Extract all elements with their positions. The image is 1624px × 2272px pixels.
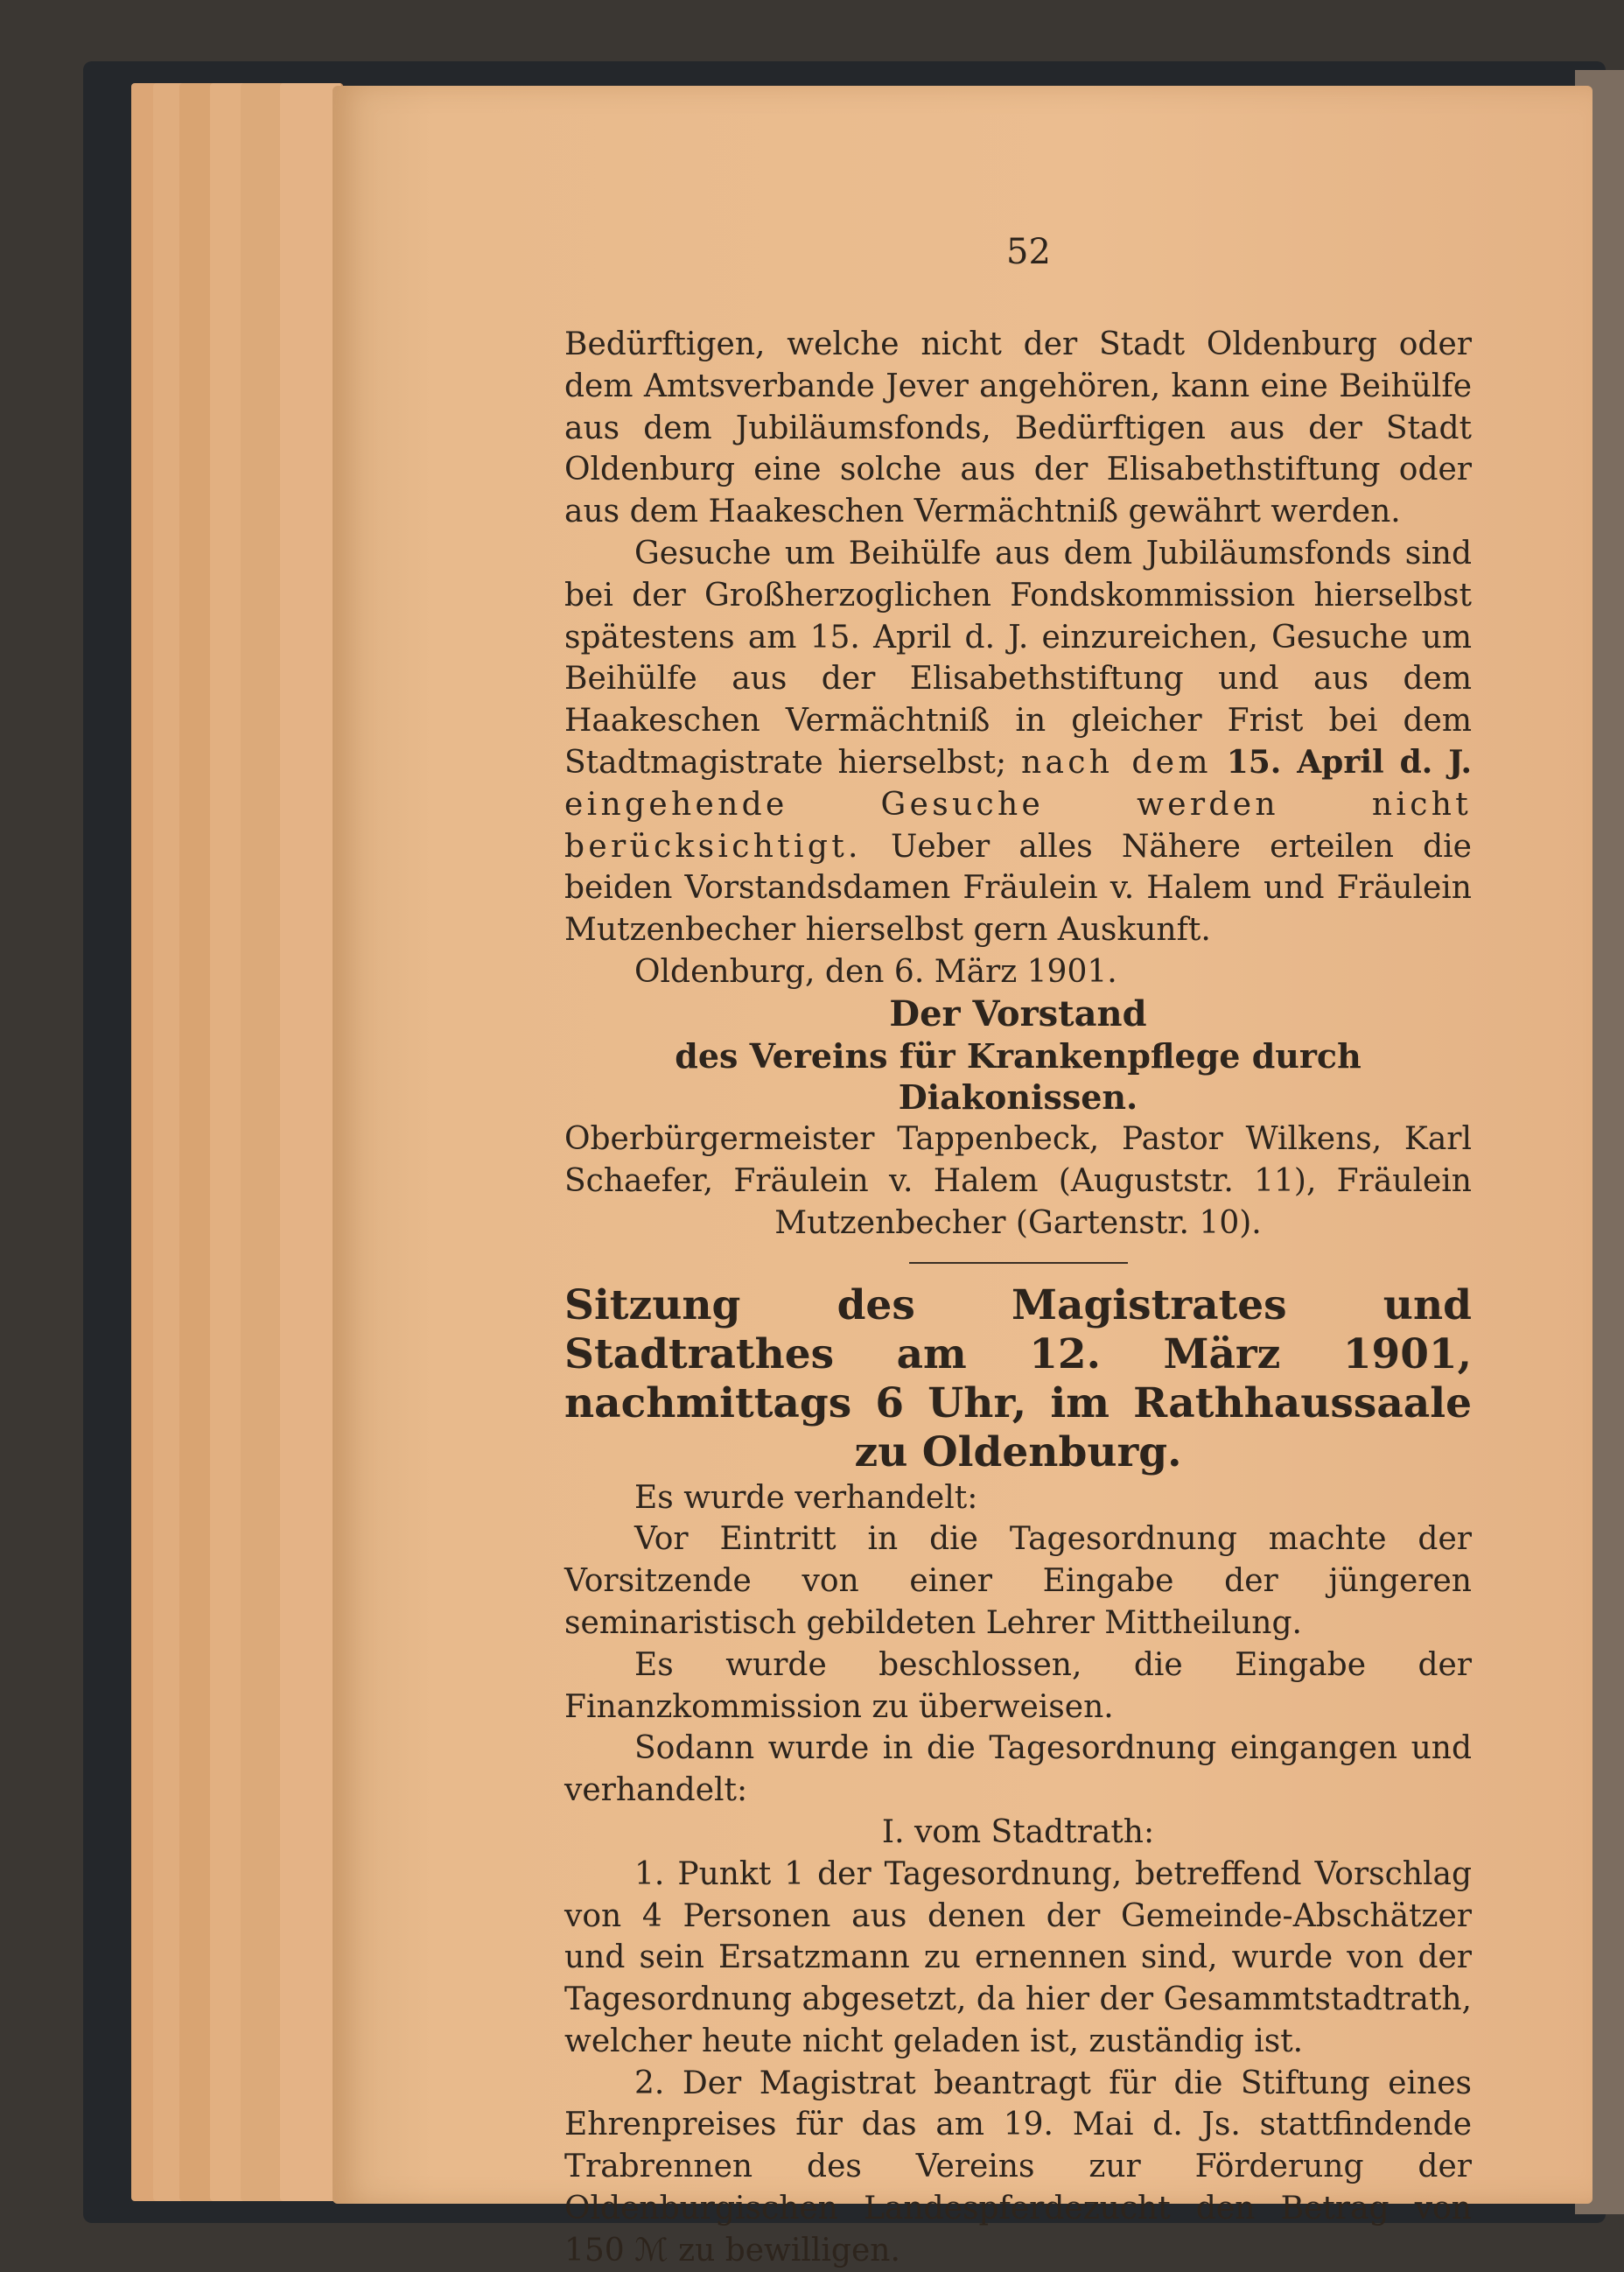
section-divider bbox=[909, 1262, 1128, 1264]
section-stadtrath: I. vom Stadtrath: bbox=[881, 1813, 1155, 1850]
contact-note: Ueber alles Nähere erteilen die beiden Vorstandsdamen Fräulein v. Halem und Fräulein Mutzenbecher hierselbst gern Auskunft. bbox=[564, 828, 1472, 949]
deadline-phrase: nach dem bbox=[1020, 744, 1212, 781]
session-heading: Sitzung des Magistrates und Stadtrathes am 12. März 1901, nachmittags 6 Uhr, im Rathhaussaale zu Oldenburg. bbox=[564, 1280, 1472, 1476]
page-text bbox=[564, 324, 1472, 2272]
page-number: 52 bbox=[1006, 232, 1051, 272]
signature-title: Der Vorstand bbox=[889, 992, 1147, 1034]
place-date: Oldenburg, den 6. März 1901. bbox=[634, 953, 1117, 990]
paragraph-tagesordnung: Sodann wurde in die Tagesordnung eingangen und verhandelt: bbox=[564, 1730, 1472, 1809]
item-1: 1. Punkt 1 der Tagesordnung, betreffend Vorschlag von 4 Personen aus denen der Gemeinde-Abschätzer und sein Ersatzmann zu ernennen sind, wurde von der Tagesordnung abgesetzt, da hier der Gesammtstadtrath, welcher heute nicht geladen ist, zuständig ist. bbox=[564, 1855, 1472, 2059]
paragraph-verhandelt: Es wurde verhandelt: bbox=[634, 1479, 978, 1516]
gesuche-text: Gesuche um Beihülfe aus dem Jubiläumsfonds sind bei der Großherzoglichen Fondskommission hierselbst spätestens am 15. April d. J. einzureichen, Gesuche um Beihülfe aus der Elisabethstiftung und aus dem Haakeschen Vermächtniß in gleicher Frist bei dem Stadtmagistrate hierselbst; bbox=[564, 535, 1472, 781]
paragraph-gesuche bbox=[564, 533, 1472, 951]
paragraph-beschlossen: Es wurde beschlossen, die Eingabe der Finanzkommission zu überweisen. bbox=[564, 1646, 1472, 1725]
paragraph-eingabe: Vor Eintritt in die Tagesordnung machte der Vorsitzende von einer Eingabe der jüngeren seminaristisch gebildeten Lehrer Mittheilung. bbox=[564, 1521, 1472, 1641]
deadline-date: 15. April d. J. bbox=[1226, 743, 1472, 781]
paragraph-beihuelfe: Bedürftigen, welche nicht der Stadt Oldenburg oder dem Amtsverbande Jever angehören, kann eine Beihülfe aus dem Jubiläumsfonds, Bedürftigen aus der Stadt Oldenburg eine solche aus der Elisabethstiftung oder aus dem Haakeschen Vermächtniß gewährt werden. bbox=[564, 326, 1472, 530]
signature-names: Oberbürgermeister Tappenbeck, Pastor Wilkens, Karl Schaefer, Fräulein v. Halem (Auguststr. 11), Fräulein Mutzenbecher (Gartenstr. 10). bbox=[564, 1121, 1472, 1241]
signature-organization: des Vereins für Krankenpflege durch Diakonissen. bbox=[675, 1035, 1362, 1118]
deadline-note: eingehende Gesuche werden nicht berücksichtigt. bbox=[564, 786, 1472, 865]
item-2: 2. Der Magistrat beantragt für die Stiftung eines Ehrenpreises für das am 19. Mai d. Js. stattfindende Trabrennen des Vereins zur Förderung der Oldenburgischen Landespferdezucht den Betrag von 150 ℳ zu bewilligen. bbox=[564, 2065, 1472, 2268]
